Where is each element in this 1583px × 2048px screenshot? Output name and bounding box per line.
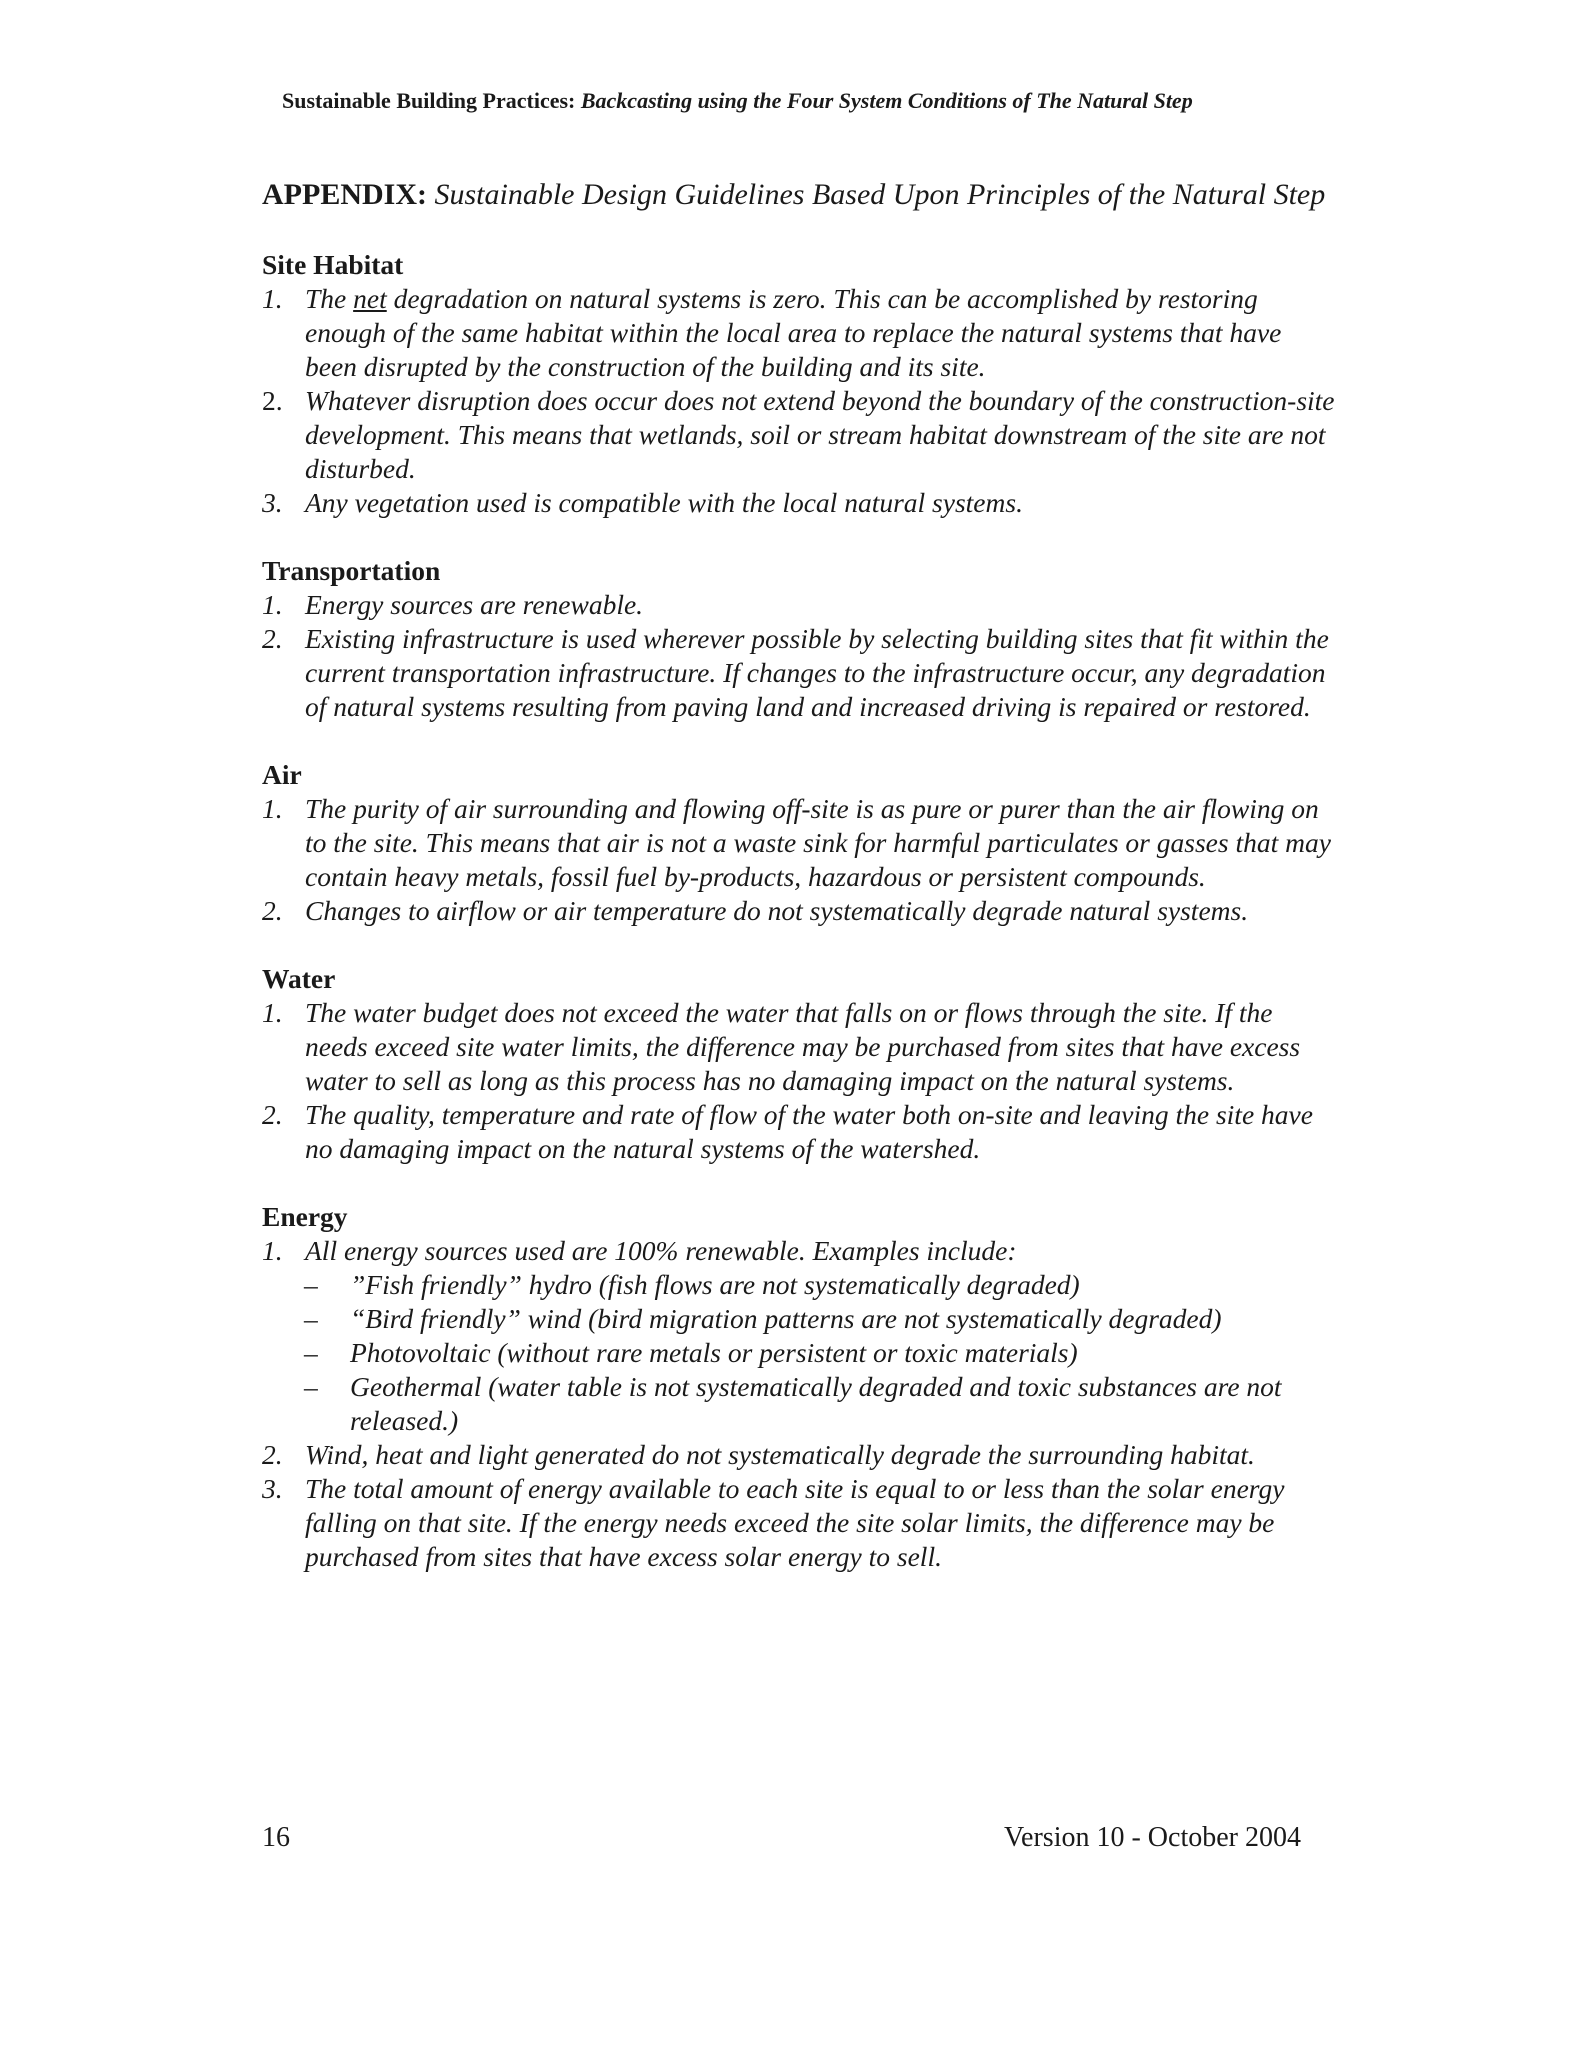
appendix-label: APPENDIX: — [262, 178, 427, 211]
list-item — [262, 894, 1337, 928]
list-item — [262, 1098, 1337, 1166]
section-heading: Water — [262, 963, 336, 994]
list-item — [262, 486, 1337, 520]
dash-bullet: – — [304, 1303, 318, 1334]
underlined-word: net — [353, 283, 387, 314]
running-header-title: Sustainable Building Practices: — [282, 88, 576, 113]
list-item — [262, 996, 1337, 1098]
section-transportation — [262, 554, 1337, 724]
item-number: 1. — [262, 1235, 283, 1266]
sub-list-item — [262, 1370, 1337, 1438]
item-text: All energy sources used are 100% renewable. Examples include: — [305, 1235, 1017, 1266]
page-number: 16 — [262, 1822, 290, 1853]
running-header — [282, 88, 1332, 114]
item-number: 2. — [262, 1439, 283, 1470]
sub-item-text: Geothermal (water table is not systematically degraded and toxic substances are not released.) — [350, 1371, 1282, 1436]
sub-list-item — [262, 1268, 1337, 1302]
sub-item-text: ”Fish friendly” hydro (fish flows are not systematically degraded) — [350, 1269, 1080, 1300]
list-item — [262, 1234, 1337, 1268]
item-text-lead: The — [305, 283, 354, 314]
list-item — [262, 384, 1337, 486]
item-number: 1. — [262, 997, 283, 1028]
item-text: Energy sources are renewable. — [305, 589, 644, 620]
item-number: 1. — [262, 589, 283, 620]
item-text: Whatever disruption does occur does not extend beyond the boundary of the construction-site development. This means that wetlands, soil or stream habitat downstream of the site are not disturbed. — [305, 385, 1335, 484]
running-header-subtitle: Backcasting using the Four System Conditions of The Natural Step — [580, 88, 1193, 113]
item-number: 3. — [262, 1473, 283, 1504]
item-number: 1. — [262, 793, 283, 824]
section-heading: Site Habitat — [262, 249, 404, 280]
list-item — [262, 792, 1337, 894]
item-number: 3. — [262, 487, 283, 518]
appendix-subtitle: Sustainable Design Guidelines Based Upon Principles of the Natural Step — [434, 178, 1326, 211]
item-text-rest: degradation on natural systems is zero. This can be accomplished by restoring enough of the same habitat within the local area to replace the natural systems that have been disrupted by the construction of the building and its site. — [305, 283, 1282, 382]
item-text: The water budget does not exceed the water that falls on or flows through the site. If the needs exceed site water limits, the difference may be purchased from sites that have excess water to sell as long as this process has no damaging impact on the natural systems. — [305, 997, 1301, 1096]
section-water — [262, 962, 1337, 1166]
item-number: 1. — [262, 283, 283, 314]
item-number: 2. — [262, 385, 283, 416]
item-text: Changes to airflow or air temperature do not systematically degrade natural systems. — [305, 895, 1249, 926]
item-text: Wind, heat and light generated do not systematically degrade the surrounding habitat. — [305, 1439, 1255, 1470]
version-label: Version 10 - October 2004 — [1003, 1822, 1301, 1853]
sub-list-item — [262, 1336, 1337, 1370]
item-number: 2. — [262, 895, 283, 926]
item-text: Any vegetation used is compatible with the local natural systems. — [305, 487, 1023, 518]
sub-item-text: Photovoltaic (without rare metals or persistent or toxic materials) — [350, 1337, 1078, 1368]
guidelines-content — [262, 248, 1337, 1608]
item-text: The quality, temperature and rate of flow of the water both on-site and leaving the site have no damaging impact on the natural systems of the watershed. — [305, 1099, 1313, 1164]
dash-bullet: – — [304, 1269, 318, 1300]
list-item — [262, 1472, 1337, 1574]
item-text: The total amount of energy available to each site is equal to or less than the solar energy falling on that site. If the energy needs exceed the site solar limits, the difference may be purchased from sites that have excess solar energy to sell. — [305, 1473, 1285, 1572]
section-energy — [262, 1200, 1337, 1574]
appendix-title — [262, 178, 1362, 212]
list-item — [262, 622, 1337, 724]
sub-item-text: “Bird friendly” wind (bird migration patterns are not systematically degraded) — [350, 1303, 1222, 1334]
list-item — [262, 1438, 1337, 1472]
item-text: Existing infrastructure is used wherever possible by selecting building sites that fit within the current transportation infrastructure. If changes to the infrastructure occur, any degradation of natural systems resulting from paving land and increased driving is repaired or restored. — [305, 623, 1329, 722]
section-site-habitat — [262, 248, 1337, 520]
item-number: 2. — [262, 623, 283, 654]
section-air — [262, 758, 1337, 928]
item-text — [305, 283, 1281, 382]
item-text: The purity of air surrounding and flowing off-site is as pure or purer than the air flowing on to the site. This means that air is not a waste sink for harmful particulates or gasses that may contain heavy metals, fossil fuel by-products, hazardous or persistent compounds. — [305, 793, 1331, 892]
dash-bullet: – — [304, 1371, 318, 1402]
list-item — [262, 282, 1337, 384]
list-item — [262, 588, 1337, 622]
section-heading: Air — [262, 759, 302, 790]
sub-list-item — [262, 1302, 1337, 1336]
section-heading: Energy — [262, 1201, 348, 1232]
section-heading: Transportation — [262, 555, 441, 586]
item-number: 2. — [262, 1099, 283, 1130]
dash-bullet: – — [304, 1337, 318, 1368]
